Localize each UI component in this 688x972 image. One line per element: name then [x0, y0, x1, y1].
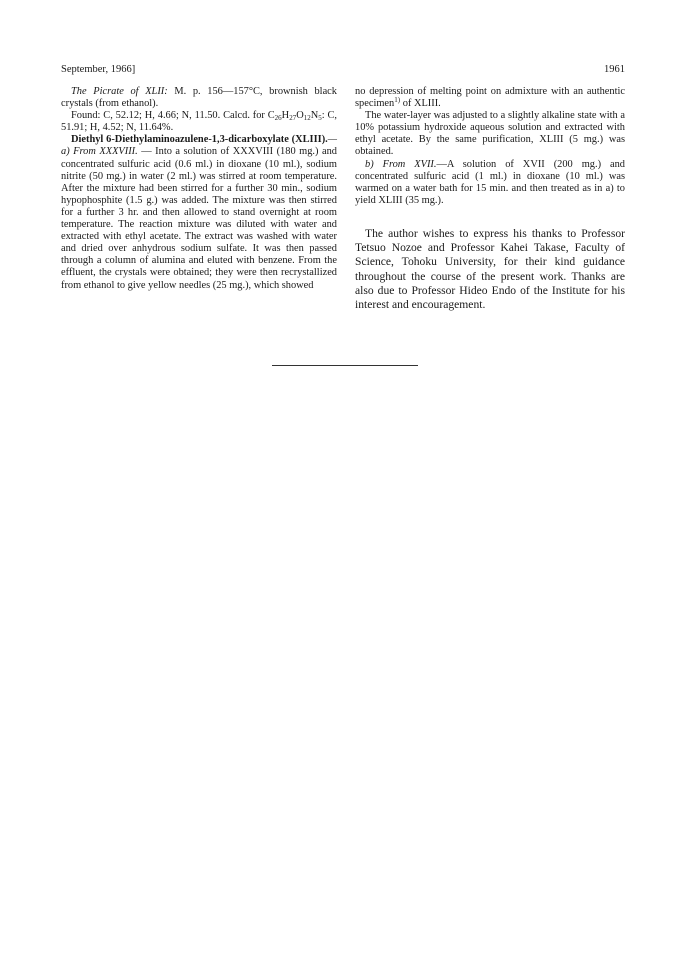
- formula-element: N: [310, 110, 319, 122]
- picrate-paragraph: [61, 86, 337, 110]
- formula-subscript: 5: [318, 114, 322, 123]
- method-a-text: — Into a solution of XXXVIII (180 mg.) and concentrated sulfuric acid (0.6 ml.) in dioxane (10 ml.), sodium nitrite (50 mg.) in water (2 ml.) was stirred at room temperature. After the mixture had been stirred for a further 30 min., sodium hypophosphite (1.5 g.) was added. The mixture was then stirred for a further 3 hr. and then allowed to stand overnight at room temperature. The reaction mixture was diluted with water and extracted with ethyl acetate. The extract was washed with water and dried over anhydrous sodium sulfate. It was then passed through a column of alumina and eluted with benzene. From the effluent, the crystals were obtained; they were then recrystallized from ethanol to give yellow needles (25 mg.), which showed: [61, 146, 337, 291]
- formula-element: H: [281, 110, 290, 122]
- left-column: [61, 86, 337, 292]
- found-values: Found: C, 52.12; H, 4.66; N, 11.50. Calcd. for C: [71, 110, 275, 122]
- end-rule: [272, 365, 418, 366]
- formula-subscript: 26: [274, 114, 282, 123]
- issue-date: September, 1966]: [61, 64, 136, 75]
- method-a-label: —a) From XXXVIII.: [61, 134, 337, 158]
- right-column: [355, 86, 625, 312]
- acknowledgement-paragraph: The author wishes to express his thanks to Professor Tetsuo Nozoe and Professor Kahei Takase, Faculty of Science, Tohoku University, for their kind guidance throughout the course of the present work. Thanks are also due to Professor Hideo Endo of the Institute for his interest and encouragement.: [355, 226, 625, 311]
- page-number: 1961: [604, 64, 625, 75]
- continuation-paragraph: [355, 86, 625, 110]
- picrate-label: The Picrate of XLII:: [71, 86, 168, 97]
- continuation-end: of XLIII.: [400, 98, 441, 110]
- formula-subscript: 12: [303, 114, 311, 123]
- formula-subscript: 27: [289, 114, 297, 123]
- water-layer-paragraph: The water-layer was adjusted to a slightly alkaline state with a 10% potassium hydroxide aqueous solution and extracted with ethyl acetate. By the same purification, XLIII (5 mg.) was obtained.: [355, 110, 625, 158]
- picrate-text: M. p. 156—157°C, brownish black crystals (from ethanol).: [61, 86, 337, 110]
- running-head: [61, 64, 625, 78]
- compound-paragraph: [61, 134, 337, 291]
- analysis-paragraph: [61, 110, 337, 134]
- method-b-label: b) From XVII.: [365, 158, 437, 170]
- formula-element: O: [296, 110, 304, 122]
- method-b-text: —A solution of XVII (200 mg.) and concentrated sulfuric acid (1 ml.) in dioxane (10 ml.) was warmed on a water bath for 15 min. and then treated as in a) to yield XLIII (35 mg.).: [355, 158, 625, 206]
- reference-marker: 1): [394, 96, 401, 105]
- continuation-text: no depression of melting point on admixture with an authentic specimen: [355, 86, 625, 110]
- method-b-paragraph: [355, 159, 625, 207]
- compound-title: Diethyl 6-Diethylaminoazulene-1,3-dicarboxylate (XLIII).: [71, 134, 328, 146]
- calcd-values: : C, 51.91; H, 4.52; N, 11.64%.: [61, 110, 337, 134]
